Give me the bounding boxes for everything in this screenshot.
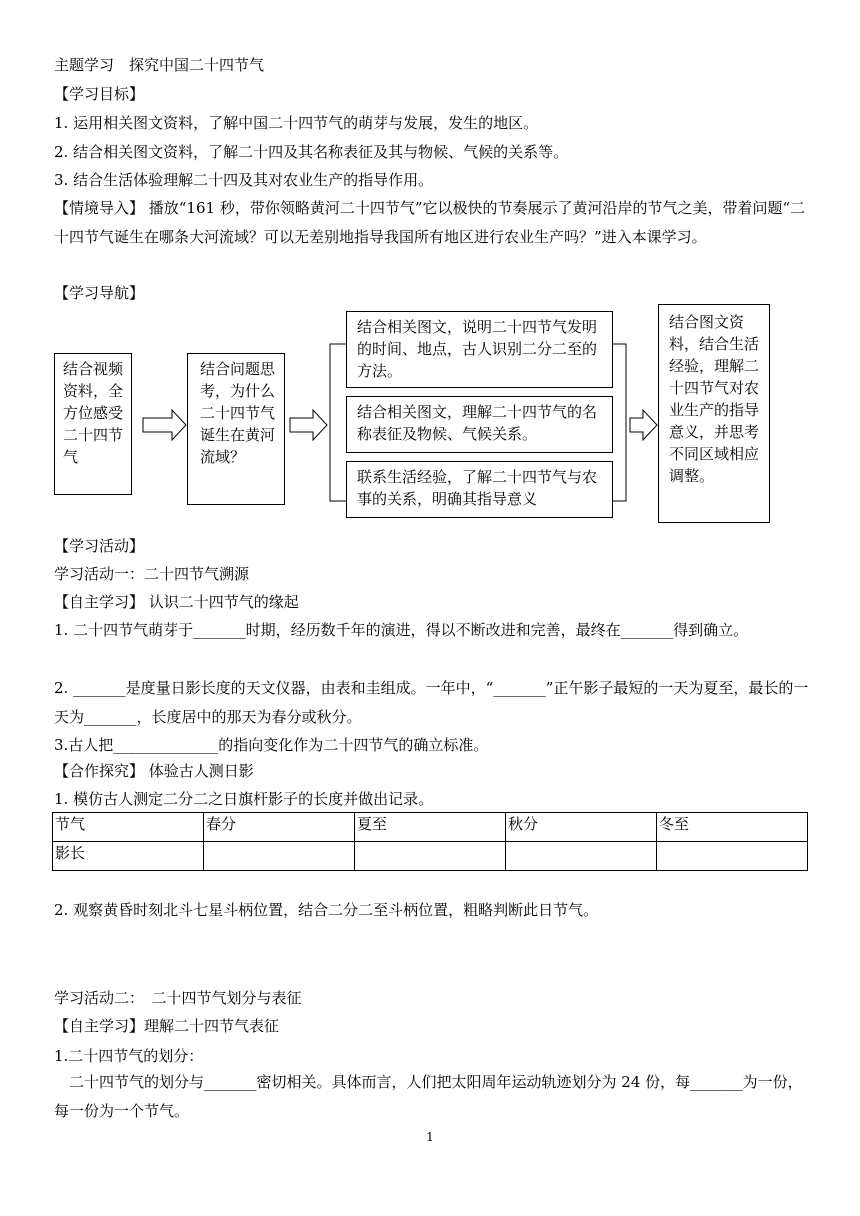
table-cell: 影长 bbox=[53, 842, 204, 871]
nav-heading: 【学习导航】 bbox=[54, 284, 145, 302]
table-row bbox=[53, 842, 808, 871]
arrow-right-icon bbox=[143, 410, 186, 440]
table-cell: 节气 bbox=[53, 813, 204, 842]
coop-heading: 【合作探究】 体验古人测日影 bbox=[54, 762, 254, 780]
coop-task-1: 1. 模仿古人测定二分二之日旗杆影子的长度并做出记录。 bbox=[54, 790, 434, 808]
activity-one-title: 学习活动一：二十四节气溯源 bbox=[54, 565, 250, 583]
page-title: 主题学习 探究中国二十四节气 bbox=[54, 56, 265, 74]
nav-box-names: 结合相关图文，理解二十四节气的名称表征及物候、气候关系。 bbox=[346, 396, 613, 453]
arrow-right-icon bbox=[290, 410, 327, 440]
activities-heading: 【学习活动】 bbox=[54, 537, 145, 555]
question-3: 3.古人把______________的指向变化作为二十四节气的确立标准。 bbox=[54, 736, 489, 754]
question-2: 2. _______是度量日影长度的天文仪器，由表和圭组成。一年中，“_______”正午影子最短的一天为夏至，最长的一天为_______，长度居中的那天为春分或秋分。 bbox=[54, 679, 809, 726]
table-cell[interactable] bbox=[355, 842, 506, 871]
table-cell: 秋分 bbox=[506, 813, 657, 842]
table-cell: 春分 bbox=[204, 813, 355, 842]
table-row bbox=[53, 813, 808, 842]
self-study-heading: 【自主学习】 认识二十四节气的缘起 bbox=[54, 593, 299, 611]
table-cell: 夏至 bbox=[355, 813, 506, 842]
division-paragraph: 二十四节气的划分与_______密切相关。具体而言，人们把太阳周年运动轨迹划分为 24 份，每_______为一份，每一份为一个节气。 bbox=[54, 1073, 803, 1120]
table-cell[interactable] bbox=[204, 842, 355, 871]
goals-heading: 【学习目标】 bbox=[54, 85, 145, 103]
nav-box-farming: 联系生活经验，了解二十四节气与农事的关系，明确其指导意义 bbox=[346, 461, 613, 518]
nav-box-question: 结合问题思考，为什么二十四节气诞生在黄河流域？ bbox=[187, 353, 285, 505]
nav-box-video: 结合视频资料，全方位感受二十四节气 bbox=[54, 353, 132, 495]
shadow-record-table bbox=[52, 812, 808, 871]
page-number: 1 bbox=[426, 1130, 434, 1144]
goal-item: 3. 结合生活体验理解二十四及其对农业生产的指导作用。 bbox=[54, 171, 434, 189]
right-bracket bbox=[612, 344, 626, 501]
table-cell: 冬至 bbox=[657, 813, 808, 842]
left-bracket bbox=[330, 344, 346, 501]
coop-task-2: 2. 观察黄昏时刻北斗七星斗柄位置，结合二分二至斗柄位置，粗略判断此日节气。 bbox=[54, 901, 599, 919]
arrow-right-icon bbox=[630, 410, 657, 440]
self-study-heading-2: 【自主学习】理解二十四节气表征 bbox=[54, 1017, 280, 1035]
goal-item: 2. 结合相关图文资料，了解二十四及其名称表征及其与物候、气候的关系等。 bbox=[54, 143, 569, 161]
division-heading: 1.二十四节气的划分： bbox=[54, 1047, 204, 1065]
nav-box-time-place: 结合相关图文，说明二十四节气发明的时间、地点，古人识别二分二至的方法。 bbox=[346, 311, 613, 388]
nav-box-guidance: 结合图文资料，结合生活经验，理解二十四节气对农业生产的指导意义，并思考不同区域相应调整。 bbox=[658, 304, 770, 523]
goal-item: 1. 运用相关图文资料，了解中国二十四节气的萌芽与发展，发生的地区。 bbox=[54, 114, 539, 132]
table-cell[interactable] bbox=[657, 842, 808, 871]
activity-two-title: 学习活动二： 二十四节气划分与表征 bbox=[54, 989, 302, 1007]
table-cell[interactable] bbox=[506, 842, 657, 871]
question-1: 1. 二十四节气萌芽于_______时期，经历数千年的演进，得以不断改进和完善，最终在_______得到确立。 bbox=[54, 621, 749, 639]
intro-paragraph: 【情境导入】 播放“161 秒，带你领略黄河二十四节气”它以极快的节奏展示了黄河沿岸的节气之美，带着问题“二十四节气诞生在哪条大河流域？可以无差别地指导我国所有地区进行农业生产吗？”进入本课学习。 bbox=[54, 199, 806, 246]
